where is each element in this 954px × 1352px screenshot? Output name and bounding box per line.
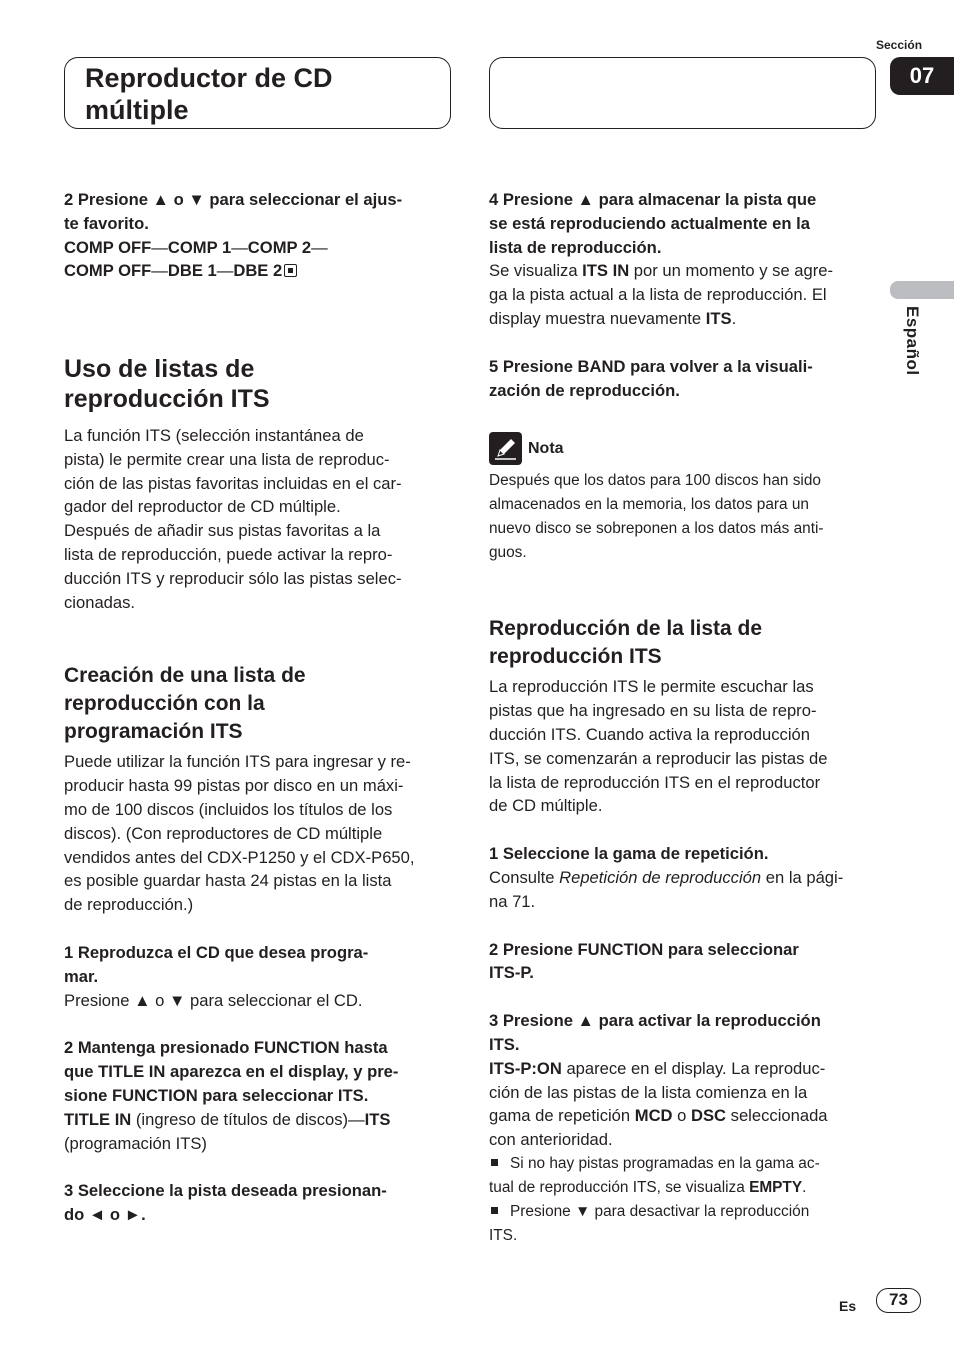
- intro-paragraph: La función ITS (selección instantánea de pista) le permite crear una lista de reproduc- ción de las pistas favoritas incluidas en el car- gador del reproductor de CD múltiple. Después de añadir sus pistas favoritas a la lista de reproducción, puede activar la repro- ducción ITS y reproducir sólo las pistas selec- cionadas.: [64, 426, 402, 612]
- section-number-badge: 07: [890, 57, 954, 95]
- end-mark-icon: [284, 264, 297, 277]
- dbe-sequence: COMP OFF—DBE 1—DBE 2: [64, 259, 454, 283]
- step-2-hold-heading: 2 Mantenga presionado FUNCTION hasta que TITLE IN aparezca en el display, y pre- sione FUNCTION para seleccionar ITS.: [64, 1038, 399, 1105]
- note-heading: Nota: [489, 432, 879, 465]
- step-2-heading: 2 Presione ▲ o ▼ para seleccionar el ajus- te favorito.: [64, 190, 403, 233]
- subheading-creation: Creación de una lista de reproducción con la programación ITS: [64, 664, 306, 744]
- section-heading-its: Uso de listas de reproducción ITS: [64, 355, 270, 413]
- creation-paragraph: Puede utilizar la función ITS para ingresar y re- producir hasta 99 pistas por disco en un máxi- mo de 100 discos (incluidos los títulos de los discos). (Con reproductores de CD múltiple vendidos antes del CDX-P1250 y el CDX-P650, es posible guardar hasta 24 pistas en la lista de reproducción.): [64, 752, 415, 915]
- playback-paragraph: La reproducción ITS le permite escuchar las pistas que ha ingresado en su lista de repro- ducción ITS. Cuando activa la reproducción ITS, se comenzarán a reproducir las pistas de la lista de reproducción ITS en el reproductor de CD múltiple.: [489, 677, 828, 816]
- repeat-step-1-body: Consulte Repetición de reproducción en la pági- na 71.: [489, 867, 844, 911]
- right-column: [489, 188, 879, 1248]
- bullet-item-empty: Si no hay pistas programadas en la gama ac- tual de reproducción ITS, se visualiza EMPTY.: [489, 1154, 820, 1196]
- step-3-heading: 3 Seleccione la pista deseada presionan- do ◄ o ►.: [64, 1181, 387, 1225]
- comp-sequence: COMP OFF—COMP 1—COMP 2—: [64, 237, 328, 257]
- empty-header-box: [489, 57, 876, 129]
- section-label: Sección: [876, 38, 923, 52]
- chapter-title: Reproductor de CD múltiple: [85, 63, 333, 125]
- step-1-body: Presione ▲ o ▼ para seleccionar el CD.: [64, 990, 363, 1010]
- step-4-body: Se visualiza ITS IN por un momento y se agre- ga la pista actual a la lista de reproducción. El display muestra nuevamente ITS.: [489, 261, 834, 328]
- language-label: Español: [903, 306, 922, 376]
- left-column-main: [64, 354, 454, 1227]
- bullet-square-icon: [491, 1159, 498, 1166]
- repeat-step-3-body: ITS-P:ON aparece en el display. La reproduc- ción de las pistas de la lista comienza en la gama de repetición MCD o DSC seleccionada con anterioridad.: [489, 1058, 828, 1150]
- pencil-icon: [489, 432, 522, 465]
- repeat-step-1-heading: 1 Seleccione la gama de repetición.: [489, 844, 769, 864]
- left-column: [64, 188, 454, 283]
- step-4-heading: 4 Presione ▲ para almacenar la pista que se está reproduciendo actualmente en la lista de reproducción.: [489, 190, 817, 257]
- step-5-heading: 5 Presione BAND para volver a la visuali- zación de reproducción.: [489, 356, 813, 400]
- bullet-square-icon: [491, 1207, 498, 1214]
- step-2-hold-body: TITLE IN (ingreso de títulos de discos)—ITS (programación ITS): [64, 1109, 391, 1153]
- language-tab: [890, 281, 954, 299]
- note-text: Después que los datos para 100 discos han sido almacenados en la memoria, los datos para un nuevo disco se sobreponen a los datos más anti- guos.: [489, 472, 824, 562]
- footer-lang-code: Es: [839, 1298, 857, 1314]
- repeat-step-3-heading: 3 Presione ▲ para activar la reproducción ITS.: [489, 1011, 821, 1054]
- repeat-step-2-heading: 2 Presione FUNCTION para seleccionar ITS-P.: [489, 939, 799, 983]
- bullet-item-deactivate: Presione ▼ para desactivar la reproducción ITS.: [489, 1202, 810, 1244]
- subheading-playback: Reproducción de la lista de reproducción ITS: [489, 617, 763, 669]
- chapter-title-box: [64, 57, 451, 129]
- step-1-heading: 1 Reproduzca el CD que desea progra- mar.: [64, 942, 369, 986]
- page-number: 73: [876, 1288, 921, 1313]
